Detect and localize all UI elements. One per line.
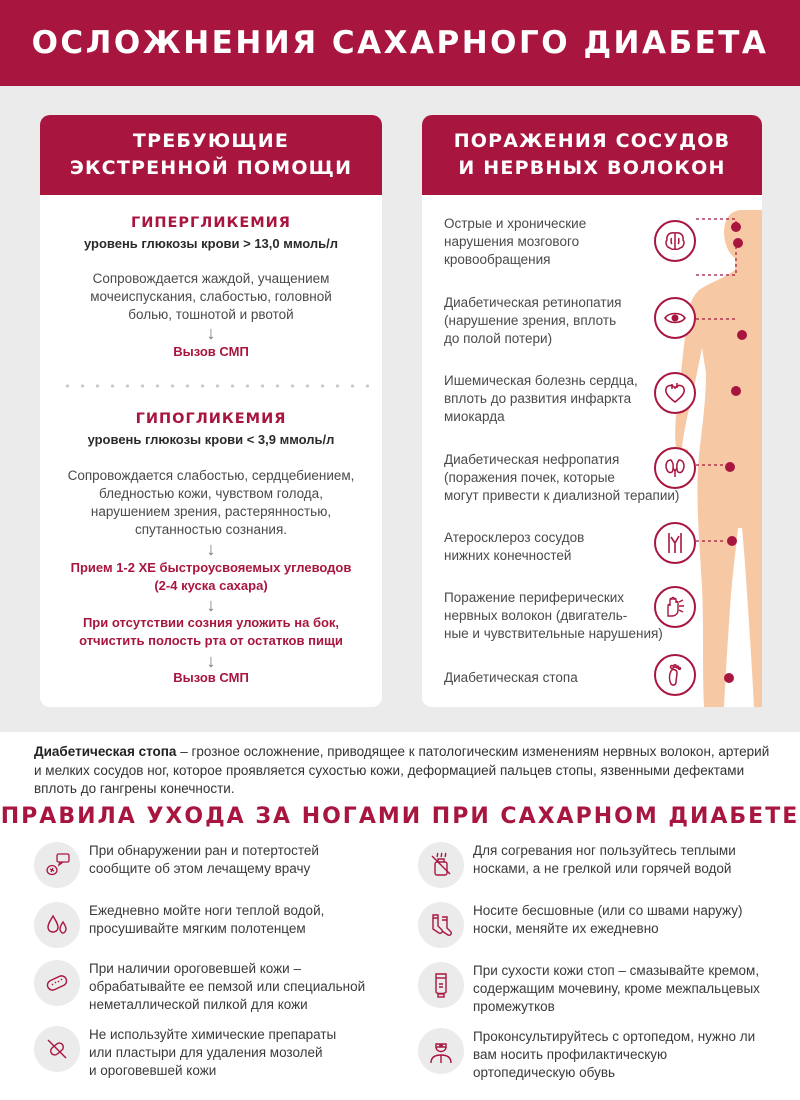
no-chemicals-icon	[34, 1026, 80, 1072]
rules-title: ПРАВИЛА УХОДА ЗА НОГАМИ ПРИ САХАРНОМ ДИАБЕТЕ	[0, 804, 800, 829]
hyperglycemia-title: ГИПЕРГЛИКЕМИЯ	[131, 215, 291, 231]
heading-line: И НЕРВНЫХ ВОЛОКОН	[458, 157, 726, 179]
dotted-divider	[60, 384, 370, 388]
heading-line: ТРЕБУЮЩИЕ	[132, 130, 290, 152]
hyperglycemia-action: Вызов СМП	[173, 344, 249, 359]
term: Диабетическая стопа	[34, 744, 177, 759]
complication-item: Диабетическая стопа	[444, 670, 578, 685]
water-drops-icon	[34, 902, 80, 948]
complication-item: Острые и хронические нарушения мозгового кровообращения	[444, 216, 587, 267]
cream-tube-icon	[418, 962, 464, 1008]
heading-line: ПОРАЖЕНИЯ СОСУДОВ	[453, 130, 731, 152]
complication-item: Атеросклероз сосудов нижних конечностей	[444, 530, 585, 563]
arrow-down-icon: ↓	[206, 595, 216, 615]
kidney-icon	[654, 447, 696, 489]
rule-item: Не используйте химические препараты или пластыри для удаления мозолей и ороговевшей кожи	[34, 1026, 336, 1080]
arrow-down-icon: ↓	[206, 539, 216, 559]
complication-item: Поражение периферических нервных волокон (двигатель- ные и чувствительные нарушения)	[444, 590, 663, 641]
hypoglycemia-title: ГИПОГЛИКЕМИЯ	[135, 411, 287, 427]
vessels-icon	[654, 522, 696, 564]
complication-item: Диабетическая нефропатия (поражения почек, которые могут привести к диализной терапии)	[444, 452, 680, 503]
heart-icon	[654, 372, 696, 414]
hyperglycemia-level: уровень глюкозы крови > 13,0 ммоль/л	[83, 236, 339, 251]
rule-item: Ежедневно мойте ноги теплой водой, просушивайте мягким полотенцем	[34, 902, 324, 948]
pumice-icon	[34, 960, 80, 1006]
emergency-card-heading	[40, 115, 382, 195]
hypoglycemia-step1: Прием 1-2 ХЕ быстроусвояемых углеводов (2-4 куска сахара)	[70, 560, 352, 593]
heading-line: ЭКСТРЕННОЙ ПОМОЩИ	[69, 157, 353, 179]
arrow-down-icon: ↓	[206, 651, 216, 671]
complication-item: Диабетическая ретинопатия (нарушение зрения, вплоть до полой потери)	[444, 295, 622, 346]
definition-text: – грозное осложнение, приводящее к патологическим изменениям нервных волокон, артерий и мелких сосудов ног, которое проявляется сухостью кожи, деформацией пальцев стопы, язвенными дефектами вплоть до гангрены конечности.	[34, 744, 770, 796]
socks-icon	[418, 902, 464, 948]
hyperglycemia-symptoms: Сопровождается жаждой, учащением мочеиспускания, слабостью, головной болью, тошнотой и рвотой	[90, 271, 332, 322]
header-banner	[0, 0, 800, 86]
hypoglycemia-step3: Вызов СМП	[173, 670, 249, 685]
marker-dot	[724, 673, 734, 683]
hypoglycemia-symptoms: Сопровождается слабостью, сердцебиением, бледностью кожи, чувством голода, нарушением зрения, растерянностью, спутанностью сознания.	[67, 468, 355, 537]
diabetic-foot-description	[34, 743, 774, 799]
complication-item: Ишемическая болезнь сердца, вплоть до развития инфаркта миокарда	[444, 373, 638, 424]
foot-icon	[654, 654, 696, 696]
brain-icon	[654, 220, 696, 262]
rule-item: При наличии ороговевшей кожи – обрабатывайте ее пемзой или специальной неметаллической пилкой для кожи	[34, 960, 365, 1014]
no-heater-icon	[418, 842, 464, 888]
wound-report-icon	[34, 842, 80, 888]
rule-item: Носите бесшовные (или со швами наружу) носки, меняйте их ежедневно	[418, 902, 743, 948]
eye-icon	[654, 297, 696, 339]
nerve-hand-icon	[654, 586, 696, 628]
hypoglycemia-step2: При отсутствии созния уложить на бок, отчистить полость рта от остатков пищи	[79, 615, 343, 648]
arrow-down-icon: ↓	[206, 323, 216, 343]
rule-item: Для согревания ног пользуйтесь теплыми носками, а не грелкой или горячей водой	[418, 842, 736, 888]
rule-item: При обнаружении ран и потертостей сообщите об этом лечащему врачу	[34, 842, 319, 888]
page-title: ОСЛОЖНЕНИЯ САХАРНОГО ДИАБЕТА	[31, 25, 769, 61]
hypoglycemia-level: уровень глюкозы крови < 3,9 ммоль/л	[87, 432, 335, 447]
rule-item: При сухости кожи стоп – смазывайте кремом, содержащим мочевину, кроме межпальцевых промежутков	[418, 962, 760, 1016]
rule-item: Проконсультируйтесь с ортопедом, нужно ли вам носить профилактическую ортопедическую обувь	[418, 1028, 755, 1082]
vascular-card-heading	[422, 115, 762, 195]
doctor-icon	[418, 1028, 464, 1074]
